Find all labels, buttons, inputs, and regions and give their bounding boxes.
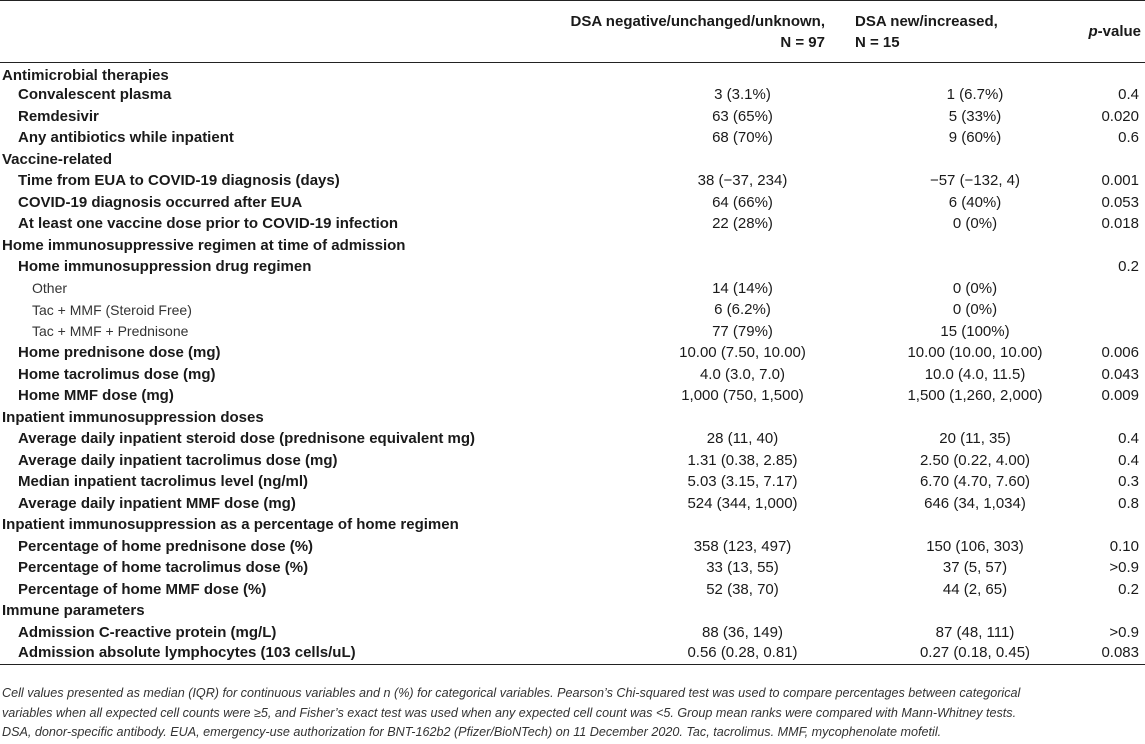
p-value: 0.3	[1118, 473, 1139, 491]
variable-label: Home tacrolimus dose (mg)	[18, 365, 216, 383]
variable-label: Percentage of home MMF dose (%)	[18, 580, 267, 598]
dsa-negative-value: 33 (13, 55)	[706, 559, 779, 577]
variable-label: Home prednisone dose (mg)	[18, 344, 221, 362]
header-group2-line1: DSA new/increased,	[855, 12, 998, 30]
variable-label: Percentage of home prednisone dose (%)	[18, 537, 314, 555]
table-row	[0, 321, 1145, 343]
section-label: Home immunosuppressive regimen at time of admission	[2, 236, 406, 254]
section-row	[0, 407, 1145, 429]
p-value: 0.053	[1101, 193, 1139, 211]
dsa-new-value: 1 (6.7%)	[946, 86, 1004, 104]
variable-label: Average daily inpatient tacrolimus dose (mg)	[18, 451, 338, 469]
section-label: Inpatient immunosuppression doses	[2, 408, 264, 426]
dsa-negative-value: 358 (123, 497)	[693, 537, 792, 555]
header-group2-line2: N = 15	[855, 33, 900, 51]
dsa-new-value: 87 (48, 111)	[935, 623, 1015, 641]
p-value	[1065, 278, 1145, 300]
table-row	[0, 170, 1145, 192]
p-value: >0.9	[1109, 623, 1139, 641]
dsa-new-value: 20 (11, 35)	[939, 430, 1011, 448]
section-row	[0, 235, 1145, 257]
dsa-new-value: 10.0 (4.0, 11.5)	[924, 365, 1026, 383]
table-row	[0, 428, 1145, 450]
dsa-new-value: 15 (100%)	[940, 322, 1010, 340]
table-row	[0, 278, 1145, 300]
header-pvalue-rest: -value	[1097, 23, 1141, 40]
table-footnote	[2, 684, 1142, 743]
p-value: 0.4	[1118, 430, 1139, 448]
header-pvalue	[1065, 1, 1145, 63]
dsa-negative-value: 52 (38, 70)	[706, 580, 779, 598]
dsa-new-value: 646 (34, 1,034)	[924, 494, 1026, 512]
dsa-negative-value: 524 (344, 1,000)	[687, 494, 798, 512]
table-row	[0, 299, 1145, 321]
variable-label: Any antibiotics while inpatient	[18, 129, 234, 147]
variable-label: Remdesivir	[18, 107, 99, 125]
table-row	[0, 192, 1145, 214]
dsa-new-value: 0 (0%)	[952, 279, 998, 297]
p-value: 0.6	[1118, 129, 1139, 147]
variable-label: Time from EUA to COVID-19 diagnosis (days)	[18, 172, 340, 190]
dsa-new-value	[845, 256, 1065, 278]
footnote-line: Cell values presented as median (IQR) for continuous variables and n (%) for categorical variables. Pearson’s Chi-squared test was used to compare percentages between categorical	[2, 686, 1021, 700]
variable-label: Average daily inpatient steroid dose (prednisone equivalent mg)	[18, 430, 476, 448]
section-row	[0, 149, 1145, 171]
p-value	[1065, 321, 1145, 343]
header-pvalue-p: p	[1088, 23, 1098, 40]
section-label: Inpatient immunosuppression as a percentage of home regimen	[2, 516, 459, 534]
section-row	[0, 514, 1145, 536]
header-group1-line1: DSA negative/unchanged/unknown,	[570, 12, 825, 30]
p-value: 0.043	[1101, 365, 1139, 383]
variable-label: Admission absolute lymphocytes (103 cells/uL)	[0, 643, 545, 665]
table-row	[0, 106, 1145, 128]
dsa-new-value: 150 (106, 303)	[926, 537, 1024, 555]
dsa-new-value: 0 (0%)	[952, 301, 998, 319]
header-group1-line2: N = 97	[780, 33, 825, 51]
table-body	[0, 63, 1145, 665]
table-row	[0, 557, 1145, 579]
footnote-line: variables when all expected cell counts were ≥5, and Fisher’s exact test was used when any expected cell count was <5. Group mean ranks were compared with Mann-Whitney tests.	[2, 705, 1017, 720]
p-value: 0.020	[1101, 107, 1139, 125]
p-value: 0.006	[1101, 344, 1139, 362]
dsa-negative-value: 38 (−37, 234)	[697, 172, 788, 190]
variable-label: Admission C-reactive protein (mg/L)	[18, 623, 277, 641]
dsa-negative-value: 5.03 (3.15, 7.17)	[687, 473, 798, 491]
table-row	[0, 127, 1145, 149]
p-value: 0.001	[1101, 172, 1139, 190]
p-value: 0.018	[1101, 215, 1139, 233]
dsa-negative-value: 6 (6.2%)	[714, 301, 771, 319]
dsa-new-value: 6 (40%)	[948, 193, 1002, 211]
variable-label: Home MMF dose (mg)	[18, 387, 174, 405]
dsa-new-value: 6.70 (4.70, 7.60)	[919, 473, 1031, 491]
variable-label: Average daily inpatient MMF dose (mg)	[18, 494, 296, 512]
variable-label: Home immunosuppression drug regimen	[18, 258, 312, 276]
dsa-negative-value: 1,000 (750, 1,500)	[681, 387, 804, 405]
dsa-new-value: 5 (33%)	[948, 107, 1002, 125]
variable-label: COVID-19 diagnosis occurred after EUA	[18, 193, 303, 211]
header-group-dsa-negative	[545, 1, 845, 63]
table-row	[0, 256, 1145, 278]
table-row	[0, 471, 1145, 493]
table-row	[0, 643, 1145, 665]
dsa-negative-value: 68 (70%)	[712, 129, 773, 147]
dsa-negative-value: 28 (11, 40)	[706, 430, 779, 448]
section-label: Vaccine-related	[2, 150, 113, 168]
section-label: Antimicrobial therapies	[2, 67, 169, 84]
section-row	[0, 600, 1145, 622]
dsa-new-value: 1,500 (1,260, 2,000)	[907, 387, 1043, 405]
dsa-negative-value: 77 (79%)	[712, 322, 773, 340]
variable-label: Percentage of home tacrolimus dose (%)	[18, 559, 309, 577]
table-header	[0, 1, 1145, 63]
table-row	[0, 84, 1145, 106]
table-row	[0, 213, 1145, 235]
p-value: 0.4	[1118, 451, 1139, 469]
dsa-negative-value: 10.00 (7.50, 10.00)	[679, 344, 806, 362]
table-row	[0, 493, 1145, 515]
dsa-new-value: 37 (5, 57)	[942, 559, 1008, 577]
dsa-negative-value: 3 (3.1%)	[714, 86, 771, 104]
dsa-negative-value: 4.0 (3.0, 7.0)	[699, 365, 786, 383]
p-value: >0.9	[1109, 559, 1139, 577]
section-label: Immune parameters	[2, 602, 145, 620]
p-value: 0.2	[1118, 580, 1139, 598]
table-row	[0, 385, 1145, 407]
variable-label: Convalescent plasma	[18, 86, 172, 104]
category-label: Tac + MMF (Steroid Free)	[32, 301, 192, 318]
footnote-line: DSA, donor-specific antibody. EUA, emergency-use authorization for BNT-162b2 (Pfizer/BioNTech) on 11 December 2020. Tac, tacrolimus. MMF, mycophenolate mofetil.	[2, 725, 942, 739]
dsa-new-value: −57 (−132, 4)	[929, 172, 1021, 190]
dsa-negative-value: 63 (65%)	[712, 107, 773, 125]
category-label: Tac + MMF + Prednisone	[32, 323, 189, 340]
header-variable	[0, 1, 545, 63]
dsa-new-value: 10.00 (10.00, 10.00)	[907, 344, 1043, 362]
p-value: 0.4	[1118, 86, 1139, 104]
table-row	[0, 579, 1145, 601]
p-value: 0.083	[1065, 643, 1145, 665]
dsa-negative-value: 88 (36, 149)	[702, 623, 783, 641]
section-row	[0, 63, 1145, 85]
p-value: 0.2	[1118, 258, 1139, 276]
variable-label: At least one vaccine dose prior to COVID-19 infection	[18, 215, 399, 233]
dsa-negative-value: 64 (66%)	[712, 193, 773, 211]
table-row	[0, 536, 1145, 558]
p-value: 0.10	[1109, 537, 1139, 555]
table-row	[0, 450, 1145, 472]
dsa-new-value: 9 (60%)	[948, 129, 1002, 147]
dsa-new-value: 2.50 (0.22, 4.00)	[919, 451, 1031, 469]
dsa-new-value: 0.27 (0.18, 0.45)	[845, 643, 1065, 665]
dsa-new-value: 0 (0%)	[952, 215, 998, 233]
table-row	[0, 622, 1145, 644]
dsa-negative-value: 22 (28%)	[712, 215, 773, 233]
table-row	[0, 342, 1145, 364]
dsa-negative-value: 0.56 (0.28, 0.81)	[545, 643, 845, 665]
header-group-dsa-new	[845, 1, 1065, 63]
variable-label: Median inpatient tacrolimus level (ng/ml)	[18, 473, 309, 491]
p-value	[1065, 299, 1145, 321]
dsa-negative-value: 14 (14%)	[712, 279, 773, 297]
p-value: 0.8	[1118, 494, 1139, 512]
dsa-negative-value: 1.31 (0.38, 2.85)	[687, 451, 798, 469]
category-label: Other	[32, 280, 68, 297]
table-row	[0, 364, 1145, 386]
dsa-new-value: 44 (2, 65)	[942, 580, 1008, 598]
dsa-negative-value	[545, 256, 845, 278]
p-value: 0.009	[1101, 387, 1139, 405]
